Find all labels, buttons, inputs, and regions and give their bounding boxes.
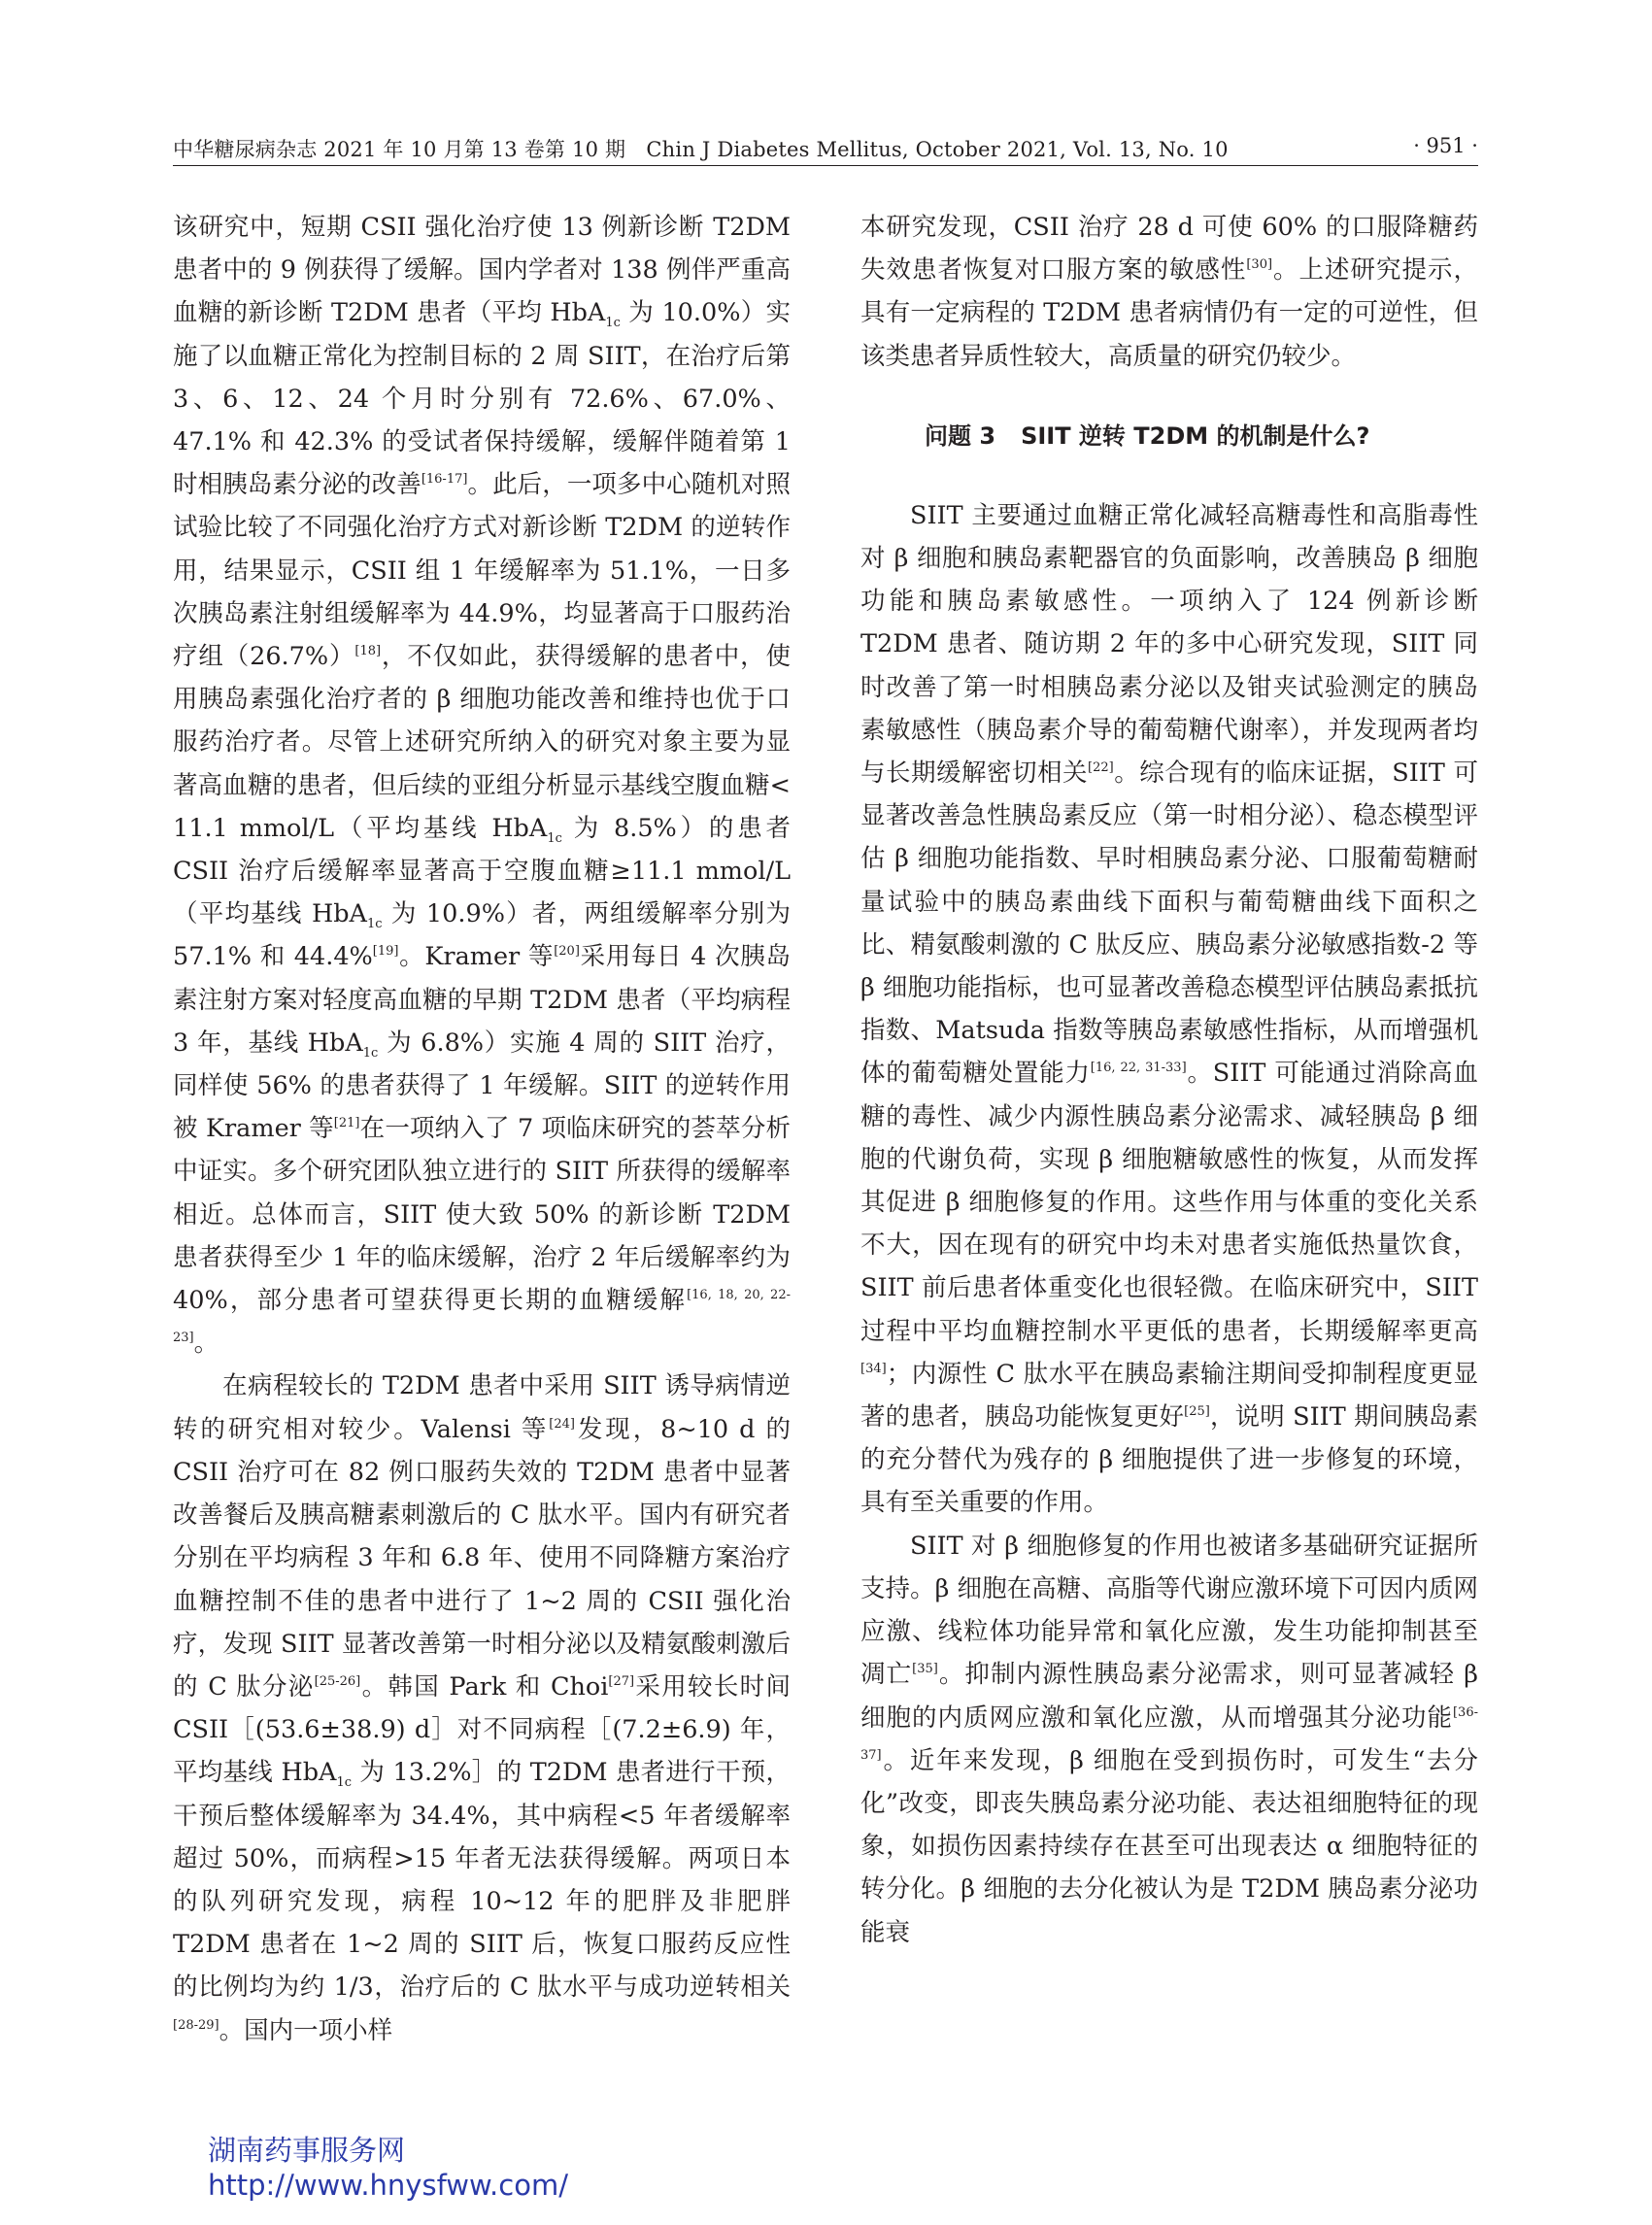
text-run: 为 8.5%）的患者 CSII 治疗后缓解率显著高于空腹血糖≥11.1 mmol/L（平均基线 HbA (173, 813, 792, 929)
journal-citation: 中华糖尿病杂志 2021 年 10 月第 13 卷第 10 期 Chin J Diabetes Mellitus, October 2021, Vol. 13, No. 10 (173, 138, 1229, 161)
running-header (173, 130, 1478, 169)
text-run: 。此后，一项多中心随机对照试验比较了不同强化治疗方式对新诊断 T2DM 的逆转作用，结果显示，CSII 组 1 年缓解率为 51.1%，一日多次胰岛素注射组缓解率为 44.9%，均显著高于口服药治疗组（26.7%） (173, 470, 791, 672)
text-run: 。抑制内源性胰岛素分泌需求，则可显著减轻 β 细胞的内质网应激和氧化应激，从而增强其分泌功能 (860, 1660, 1478, 1733)
citation: [21] (333, 1116, 360, 1131)
text-run: 在一项纳入了 7 项临床研究的荟萃分析中证实。多个研究团队独立进行的 SIIT 所获得的缓解率相近。总体而言，SIIT 使大致 50% 的新诊断 T2DM 患者获得至少 1 年的临床缓解，治疗 2 年后缓解率约为 40%，部分患者可望获得更长期的血糖缓解 (173, 1114, 791, 1316)
citation: [28-29] (173, 2017, 219, 2033)
subscript: 1c (605, 316, 621, 331)
watermark (208, 2133, 568, 2203)
citation: [30] (1246, 257, 1273, 273)
text-run: ；内源性 C 肽水平在胰岛素输注期间受抑制程度更显著的患者，胰岛功能恢复更好 (860, 1359, 1478, 1433)
citation: [35] (912, 1662, 938, 1677)
paragraph-0 (860, 206, 1478, 378)
section-heading (860, 415, 1478, 457)
text-run: 。上述研究提示，具有一定病程的 T2DM 患者病情仍有一定的可逆性，但该类患者异质性较大，高质量的研究仍较少。 (860, 255, 1478, 371)
paragraph-1 (173, 206, 791, 1365)
text-run: 为 13.2%］的 T2DM 患者进行干预，干预后整体缓解率为 34.4%，其中病程<5 年者缓解率超过 50%，而病程>15 年者无法获得缓解。两项日本的队列研究发现，病程 10~12 年的肥胖及非肥胖 T2DM 患者在 1~2 周的 SIIT 后，恢复口服药反应性的比例均为约 1/3，治疗后的 C 肽水平与成功逆转相关 (173, 1758, 791, 2003)
subscript: 1c (362, 1045, 379, 1061)
text-run: SIIT 对 β 细胞修复的作用也被诸多基础研究证据所支持。β 细胞在高糖、高脂等代谢应激环境下可因内质网应激、线粒体功能异常和氧化应激，发生功能抑制甚至凋亡 (860, 1531, 1478, 1690)
citation: [20] (554, 944, 580, 960)
heading-text: SIIT 逆转 T2DM 的机制是什么? (1021, 421, 1370, 450)
text-run: 。国内一项小样 (219, 2015, 393, 2045)
text-run: 为 10.0%）实施了以血糖正常化为控制目标的 2 周 SIIT，在治疗后第 3、6、12、24 个月时分别有 72.6%、67.0%、47.1% 和 42.3% 的受试者保持缓解，缓解伴随着第 1 时相胰岛素分泌的改善 (173, 298, 791, 500)
text-run: ，不仅如此，获得缓解的患者中，使用胰岛素强化治疗者的 β 细胞功能改善和维持也优于口服药治疗者。尽管上述研究所纳入的研究对象主要为显著高血糖的患者，但后续的亚组分析显示基线空腹血糖< 11.1 mmol/L（平均基线 HbA (173, 642, 791, 843)
text-run: 。近年来发现，β 细胞在受到损伤时，可发生“去分化”改变，即丧失胰岛素分泌功能、表达祖细胞特征的现象，如损伤因素持续存在甚至可出现表达 α 细胞特征的转分化。β 细胞的去分化被认为是 T2DM 胰岛素分泌功能衰 (860, 1745, 1478, 1947)
citation: [24] (549, 1416, 575, 1432)
text-run: 。Kramer 等 (398, 942, 555, 972)
text-run: 。综合现有的临床证据，SIIT 可显著改善急性胰岛素反应（第一时相分泌）、稳态模型评估 β 细胞功能指数、早时相胰岛素分泌、口服葡萄糖耐量试验中的胰岛素曲线下面积与葡萄糖曲线下面积之比、精氨酸刺激的 C 肽反应、胰岛素分泌敏感指数-2 等 β 细胞功能指标，也可显著改善稳态模型评估胰岛素抵抗指数、Matsuda 指数等胰岛素敏感性指标，从而增强机体的葡萄糖处置能力 (860, 759, 1478, 1089)
citation: [16-17] (421, 472, 468, 488)
citation: [16, 18, 20, 22-23] (173, 1288, 791, 1346)
paragraph-2 (173, 1365, 791, 2051)
citation: [25-26] (314, 1673, 361, 1689)
paragraph-2 (860, 1525, 1478, 1954)
text-run: 采用较长时间 CSII［(53.6±38.9) d］对不同病程［(7.2±6.9) 年，平均基线 HbA (173, 1671, 791, 1788)
right-column (860, 206, 1478, 1954)
citation: [36-37] (860, 1704, 1478, 1763)
text-run: SIIT 主要通过血糖正常化减轻高糖毒性和高脂毒性对 β 细胞和胰岛素靶器官的负面影响，改善胰岛 β 细胞功能和胰岛素敏感性。一项纳入了 124 例新诊断 T2DM 患者、随访期 2 年的多中心研究发现，SIIT 同时改善了第一时相胰岛素分泌以及钳夹试验测定的胰岛素敏感性（胰岛素介导的葡萄糖代谢率），并发现两者均与长期缓解密切相关 (860, 500, 1478, 789)
paragraph-1 (860, 494, 1478, 1525)
citation: [25] (1184, 1404, 1210, 1420)
page-number: · 951 · (1413, 134, 1478, 157)
text-run: 本研究发现，CSII 治疗 28 d 可使 60% 的口服降糖药失效患者恢复对口服方案的敏感性 (860, 213, 1478, 286)
text-run: 为 10.9%）者，两组缓解率分别为 57.1% 和 44.4% (173, 899, 791, 972)
citation: [27] (608, 1673, 635, 1689)
header-rule (173, 165, 1478, 166)
left-column (173, 206, 791, 2052)
text-run: 。 (193, 1329, 219, 1359)
text-run: 为 6.8%）实施 4 周的 SIIT 治疗，同样使 56% 的患者获得了 1 年缓解。SIIT 的逆转作用被 Kramer 等 (173, 1028, 792, 1144)
text-run: 。SIIT 可能通过消除高血糖的毒性、减少内源性胰岛素分泌需求、减轻胰岛 β 细胞的代谢负荷，实现 β 细胞糖敏感性的恢复，从而发挥其促进 β 细胞修复的作用。这些作用与体重的变化关系不大，因在现有的研究中均未对患者实施低热量饮食，SIIT 前后患者体重变化也很轻微。在临床研究中，SIIT 过程中平均血糖控制水平更低的患者，长期缓解率更高 (860, 1059, 1478, 1346)
subscript: 1c (547, 830, 562, 846)
text-run: 该研究中，短期 CSII 强化治疗使 13 例新诊断 T2DM 患者中的 9 例获得了缓解。国内学者对 138 例伴严重高血糖的新诊断 T2DM 患者（平均 HbA (173, 213, 791, 328)
text-run: ，说明 SIIT 期间胰岛素的充分替代为残存的 β 细胞提供了进一步修复的环境，具有至关重要的作用。 (860, 1402, 1478, 1518)
citation: [22] (1088, 760, 1114, 776)
citation: [16, 22, 31-33] (1090, 1061, 1187, 1076)
subscript: 1c (336, 1775, 352, 1791)
heading-number: 问题 3 (925, 421, 996, 450)
citation: [18] (354, 644, 382, 659)
text-run: 在病程较长的 T2DM 患者中采用 SIIT 诱导病情逆转的研究相对较少。Valensi 等 (173, 1371, 791, 1444)
subscript: 1c (366, 917, 383, 932)
text-run: 。韩国 Park 和 Choi (360, 1671, 609, 1702)
text-run: 发现，8~10 d 的 CSII 治疗可在 82 例口服药失效的 T2DM 患者中显著改善餐后及胰高糖素刺激后的 C 肽水平。国内有研究者分别在平均病程 3 年和 6.8 年、使用不同降糖方案治疗血糖控制不佳的患者中进行了 1~2 周的 CSII 强化治疗，发现 SIIT 显著改善第一时相分泌以及精氨酸刺激后的 C 肽分泌 (173, 1414, 792, 1702)
text-run: 采用每日 4 次胰岛素注射方案对轻度高血糖的早期 T2DM 患者（平均病程 3 年，基线 HbA (173, 942, 791, 1058)
citation: [19] (372, 944, 399, 960)
citation: [34] (860, 1361, 887, 1376)
watermark-name: 湖南药事服务网 (208, 2134, 406, 2167)
watermark-url[interactable]: http://www.hnysfww.com/ (208, 2169, 568, 2202)
